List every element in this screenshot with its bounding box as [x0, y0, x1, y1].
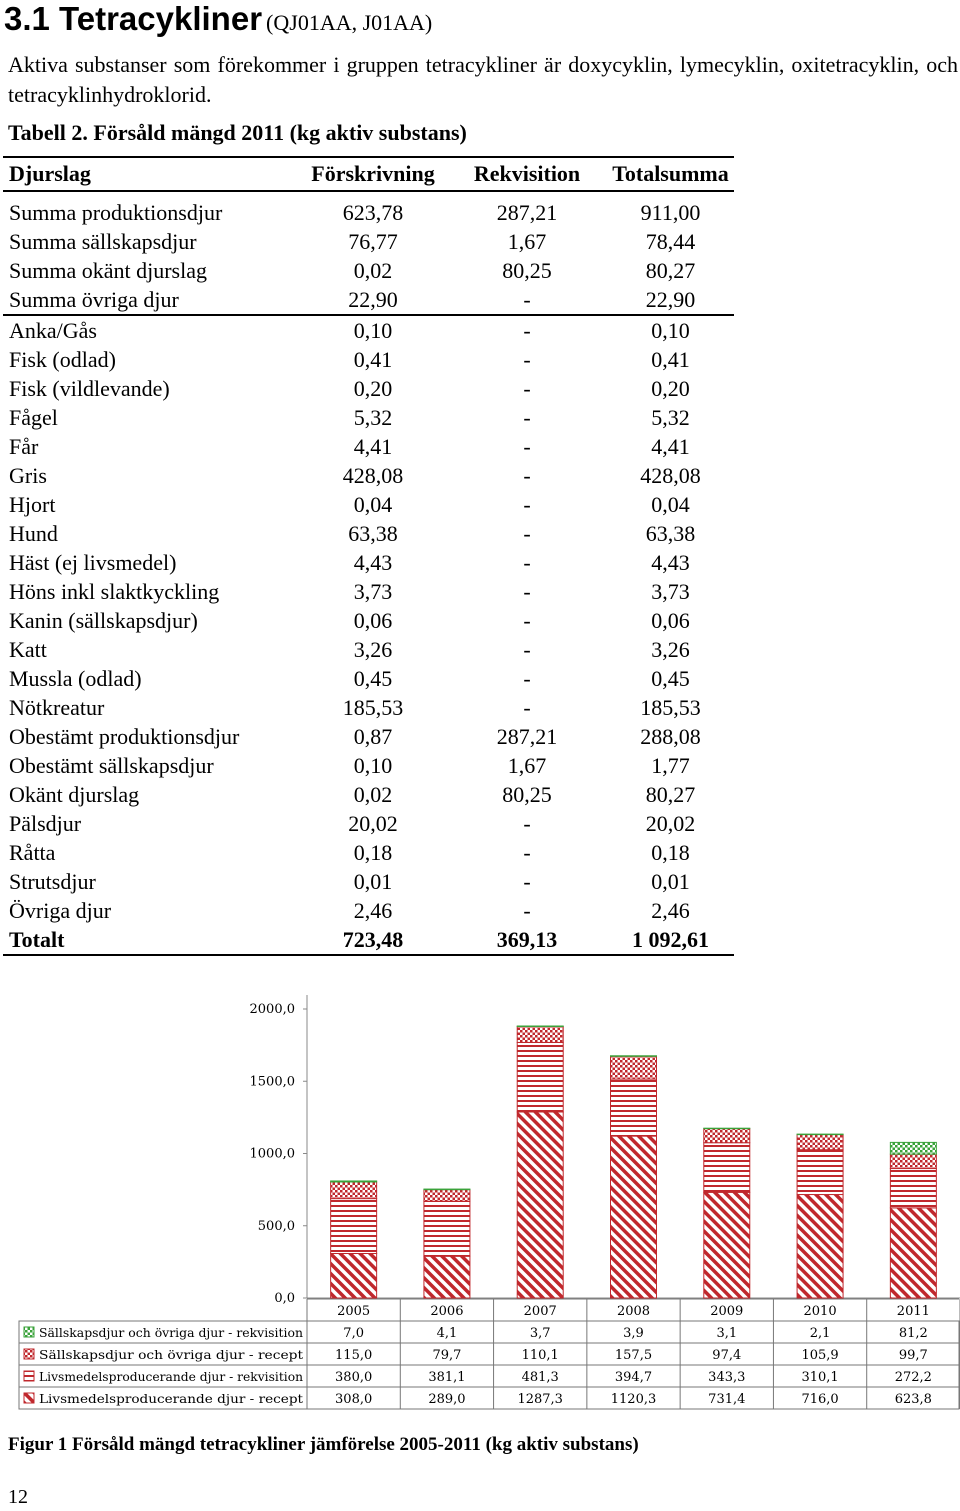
cell-forskrivning: 0,45 [353, 666, 393, 691]
bar-segment [611, 1136, 657, 1298]
cell-djurslag: Katt [9, 637, 47, 662]
bar-segment [797, 1134, 843, 1135]
data-label: 3,7 [529, 1326, 551, 1341]
sales-table [3, 156, 734, 956]
cell-forskrivning: 0,10 [353, 753, 393, 778]
bar-segment [704, 1129, 750, 1143]
cell-djurslag: Fågel [9, 405, 58, 430]
cell-rekvisition: - [523, 898, 531, 923]
cell-forskrivning: 22,90 [348, 287, 398, 312]
cell-totalsumma: 4,41 [651, 434, 690, 459]
data-label: 308,0 [335, 1392, 373, 1407]
data-label: 1120,3 [610, 1392, 657, 1407]
cell-rekvisition: - [523, 376, 531, 401]
cell-forskrivning: 0,06 [353, 608, 393, 633]
legend-label: Livsmedelsproducerande djur - recept [39, 1391, 303, 1406]
table-header-row [3, 157, 734, 191]
data-label: 99,7 [898, 1348, 928, 1363]
bar-segment [797, 1150, 843, 1195]
atc-codes: (QJ01AA, J01AA) [266, 10, 433, 35]
cell-rekvisition: - [523, 666, 531, 691]
cell-rekvisition: - [523, 695, 531, 720]
y-tick-label: 0,0 [274, 1291, 295, 1306]
table-row [3, 577, 734, 606]
bar-segment [517, 1026, 563, 1027]
cell-rekvisition: 287,21 [496, 200, 558, 225]
cell-totalsumma: 0,04 [651, 492, 690, 517]
cell-rekvisition: 1,67 [507, 753, 547, 778]
y-tick-label: 500,0 [257, 1218, 295, 1234]
bar-segment [890, 1169, 936, 1208]
bar-segment [611, 1056, 657, 1079]
y-tick-label: 2000,0 [249, 1002, 295, 1017]
data-label: 105,9 [801, 1348, 839, 1363]
bar-segment [424, 1256, 470, 1298]
bar-segment [611, 1079, 657, 1136]
cell-rekvisition: - [523, 434, 531, 459]
cell-forskrivning: 2,46 [353, 898, 393, 923]
x-tick-label: 2009 [710, 1304, 744, 1319]
cell-rekvisition: - [523, 637, 531, 662]
y-tick-label: 1500,0 [249, 1074, 295, 1090]
page-number: 12 [8, 1486, 28, 1508]
header-rekvisition: Rekvisition [473, 161, 581, 186]
cell-djurslag: Fisk (vildlevande) [9, 376, 170, 401]
cell-djurslag: Pälsdjur [9, 811, 82, 836]
cell-totalsumma: 0,45 [651, 666, 690, 691]
cell-totalsumma: 911,00 [640, 200, 701, 225]
cell-rekvisition: - [523, 318, 531, 343]
cell-forskrivning: 623,78 [342, 200, 404, 225]
cell-rekvisition: - [523, 840, 531, 865]
cell-totalsumma: 4,43 [651, 550, 690, 575]
data-label: 731,4 [708, 1392, 746, 1407]
table-row [3, 548, 734, 577]
bar-segment [331, 1253, 377, 1298]
cell-forskrivning: 63,38 [348, 521, 398, 546]
cell-rekvisition: - [523, 579, 531, 604]
cell-totalsumma: 3,26 [651, 637, 690, 662]
bar-segment [424, 1189, 470, 1190]
cell-forskrivning: 0,04 [353, 492, 393, 517]
cell-forskrivning: 0,20 [353, 376, 393, 401]
cell-rekvisition: - [523, 550, 531, 575]
x-tick-label: 2011 [896, 1304, 930, 1319]
cell-forskrivning: 0,18 [353, 840, 393, 865]
cell-djurslag: Summa produktionsdjur [9, 200, 223, 225]
header-totalsumma: Totalsumma [612, 161, 729, 186]
cell-djurslag: Kanin (sällskapsdjur) [9, 608, 198, 633]
bar-segment [517, 1042, 563, 1112]
bar-segment [890, 1208, 936, 1298]
bar-segment [797, 1134, 843, 1149]
table-summary-row [3, 256, 734, 285]
table-row [3, 780, 734, 809]
cell-forskrivning: 185,53 [342, 695, 404, 720]
table-row [3, 664, 734, 693]
cell-totalsumma: 20,02 [645, 811, 696, 836]
cell-djurslag: Nötkreatur [9, 695, 105, 720]
cell-rekvisition: - [523, 811, 531, 836]
bar-segment [331, 1182, 377, 1199]
cell-totalsumma: 428,08 [640, 463, 701, 488]
table-row [3, 374, 734, 403]
cell-rekvisition: - [523, 463, 531, 488]
cell-totalsumma: 78,44 [645, 229, 696, 254]
cell-forskrivning: 428,08 [342, 463, 404, 488]
cell-djurslag: Strutsdjur [9, 869, 96, 894]
x-tick-label: 2007 [523, 1304, 557, 1319]
legend-swatch [24, 1349, 34, 1359]
bar-segment [890, 1142, 936, 1154]
cell-djurslag: Häst (ej livsmedel) [9, 550, 177, 575]
legend-swatch [24, 1393, 34, 1403]
x-tick-label: 2010 [803, 1304, 837, 1319]
table-row [3, 345, 734, 374]
data-label: 3,1 [716, 1326, 738, 1341]
cell-totalsumma: 1,77 [651, 753, 690, 778]
table-caption: Tabell 2. Försåld mängd 2011 (kg aktiv substans) [8, 120, 467, 145]
cell-djurslag: Summa övriga djur [9, 287, 179, 312]
cell-totalsumma: 0,01 [651, 869, 690, 894]
bar-segment [517, 1112, 563, 1298]
table-row [3, 809, 734, 838]
cell-djurslag: Höns inkl slaktkyckling [9, 579, 220, 604]
table-row [3, 461, 734, 490]
data-label: 343,3 [708, 1370, 746, 1385]
table-row [3, 606, 734, 635]
cell-forskrivning: 4,41 [353, 434, 393, 459]
bar-segment [331, 1199, 377, 1254]
data-label: 97,4 [712, 1348, 742, 1363]
cell-djurslag: Obestämt produktionsdjur [9, 724, 240, 749]
table-summary-row [3, 285, 734, 315]
x-tick-label: 2008 [616, 1304, 651, 1319]
table-row [3, 519, 734, 548]
table-row [3, 867, 734, 896]
cell-djurslag: Får [9, 434, 39, 459]
cell-rekvisition: - [523, 608, 531, 633]
table-total-row [3, 925, 734, 955]
cell-forskrivning: 0,01 [353, 869, 393, 894]
data-label: 381,1 [428, 1370, 466, 1385]
cell-totalsumma: 185,53 [640, 695, 701, 720]
figure-caption: Figur 1 Försåld mängd tetracykliner jämförelse 2005-2011 (kg aktiv substans) [8, 1434, 639, 1455]
cell-djurslag: Fisk (odlad) [9, 347, 116, 372]
table-summary-row [3, 227, 734, 256]
cell-djurslag: Mussla (odlad) [9, 666, 142, 691]
bar-segment [331, 1181, 377, 1182]
legend-label: Sällskapsdjur och övriga djur - rekvisition [39, 1325, 303, 1340]
table-row [3, 432, 734, 461]
cell-forskrivning: 0,41 [353, 347, 393, 372]
cell-totalsumma: 22,90 [645, 287, 696, 312]
cell-rekvisition: - [523, 492, 531, 517]
cell-totalsumma: 288,08 [640, 724, 701, 749]
cell-djurslag: Anka/Gås [9, 318, 97, 343]
intro-paragraph [8, 50, 958, 110]
total-rekvisition: 369,13 [496, 927, 558, 952]
cell-rekvisition: - [523, 405, 531, 430]
data-label: 1287,3 [517, 1392, 563, 1407]
data-label: 310,1 [801, 1370, 839, 1385]
cell-forskrivning: 76,77 [348, 229, 398, 254]
data-label: 110,1 [521, 1348, 559, 1363]
cell-totalsumma: 0,10 [651, 318, 690, 343]
section-title: 3.1 Tetracykliner [4, 0, 263, 37]
bar-segment [797, 1195, 843, 1298]
table-row [3, 693, 734, 722]
data-label: 272,2 [894, 1370, 932, 1385]
legend-swatch [24, 1327, 34, 1337]
data-label: 481,3 [521, 1370, 559, 1385]
cell-djurslag: Summa sällskapsdjur [9, 229, 197, 254]
total-forskrivning: 723,48 [342, 927, 404, 952]
table-row [3, 315, 734, 345]
bar-segment [704, 1192, 750, 1298]
y-tick-label: 1000,0 [249, 1146, 295, 1162]
header-forskrivning: Förskrivning [311, 161, 435, 186]
cell-rekvisition: 80,25 [502, 782, 552, 807]
legend-label: Livsmedelsproducerande djur - rekvisition [39, 1369, 303, 1384]
cell-rekvisition: - [523, 521, 531, 546]
cell-forskrivning: 5,32 [353, 405, 393, 430]
table-row [3, 403, 734, 432]
cell-totalsumma: 0,41 [651, 347, 690, 372]
cell-djurslag: Obestämt sällskapsdjur [9, 753, 214, 778]
cell-totalsumma: 80,27 [645, 782, 696, 807]
cell-rekvisition: - [523, 347, 531, 372]
legend-label: Sällskapsdjur och övriga djur - recept [39, 1347, 303, 1362]
data-label: 4,1 [436, 1326, 458, 1341]
table-row [3, 635, 734, 664]
cell-totalsumma: 3,73 [651, 579, 690, 604]
x-tick-label: 2006 [430, 1304, 464, 1319]
legend-swatch [24, 1371, 34, 1381]
cell-djurslag: Summa okänt djurslag [9, 258, 207, 283]
data-label: 157,5 [614, 1348, 653, 1363]
data-label: 2,1 [809, 1326, 831, 1341]
cell-totalsumma: 0,06 [651, 608, 690, 633]
total-label: Totalt [9, 927, 65, 952]
data-label: 716,0 [801, 1392, 839, 1407]
header-djurslag: Djurslag [9, 161, 91, 186]
cell-rekvisition: 1,67 [507, 229, 547, 254]
bar-segment [704, 1143, 750, 1193]
cell-totalsumma: 0,20 [651, 376, 690, 401]
cell-forskrivning: 3,73 [353, 579, 393, 604]
cell-forskrivning: 20,02 [348, 811, 398, 836]
table-row [3, 722, 734, 751]
cell-forskrivning: 0,10 [353, 318, 393, 343]
cell-rekvisition: 80,25 [502, 258, 552, 283]
data-label: 79,7 [432, 1348, 462, 1363]
cell-forskrivning: 3,26 [353, 637, 393, 662]
bar-segment [424, 1190, 470, 1202]
bar-segment [517, 1027, 563, 1043]
cell-djurslag: Okänt djurslag [9, 782, 140, 807]
table-row [3, 751, 734, 780]
cell-djurslag: Råtta [9, 840, 56, 865]
data-label: 3,9 [623, 1326, 644, 1341]
total-totalsumma: 1 092,61 [632, 927, 709, 952]
bar-segment [890, 1154, 936, 1168]
data-label: 394,7 [614, 1370, 653, 1385]
cell-totalsumma: 5,32 [651, 405, 690, 430]
table-summary-row [3, 191, 734, 227]
cell-rekvisition: - [523, 869, 531, 894]
cell-rekvisition: 287,21 [496, 724, 558, 749]
table-row [3, 896, 734, 925]
sales-chart [0, 985, 960, 1425]
section-heading [4, 0, 432, 38]
cell-forskrivning: 0,02 [353, 258, 393, 283]
data-label: 380,0 [335, 1370, 373, 1385]
data-label: 289,0 [428, 1392, 466, 1407]
cell-djurslag: Övriga djur [9, 898, 112, 923]
cell-totalsumma: 63,38 [645, 521, 696, 546]
table-row [3, 490, 734, 519]
data-label: 7,0 [343, 1326, 364, 1341]
bar-segment [611, 1056, 657, 1057]
cell-forskrivning: 4,43 [353, 550, 393, 575]
cell-forskrivning: 0,87 [353, 724, 393, 749]
x-tick-label: 2005 [337, 1304, 371, 1319]
cell-djurslag: Gris [9, 463, 47, 488]
cell-djurslag: Hund [9, 521, 58, 546]
bar-segment [424, 1201, 470, 1256]
cell-totalsumma: 2,46 [651, 898, 690, 923]
cell-forskrivning: 0,02 [353, 782, 393, 807]
cell-rekvisition: - [523, 287, 531, 312]
data-label: 623,8 [894, 1392, 932, 1407]
cell-totalsumma: 80,27 [645, 258, 696, 283]
cell-totalsumma: 0,18 [651, 840, 690, 865]
cell-djurslag: Hjort [9, 492, 56, 517]
data-label: 115,0 [335, 1348, 373, 1363]
data-label: 81,2 [898, 1326, 928, 1341]
bar-segment [704, 1128, 750, 1129]
table-row [3, 838, 734, 867]
intro-text: Aktiva substanser som förekommer i gruppen tetracykliner är doxycyklin, lymecyklin, oxitetracyklin, och tetracyklinhydroklorid. [8, 52, 958, 107]
